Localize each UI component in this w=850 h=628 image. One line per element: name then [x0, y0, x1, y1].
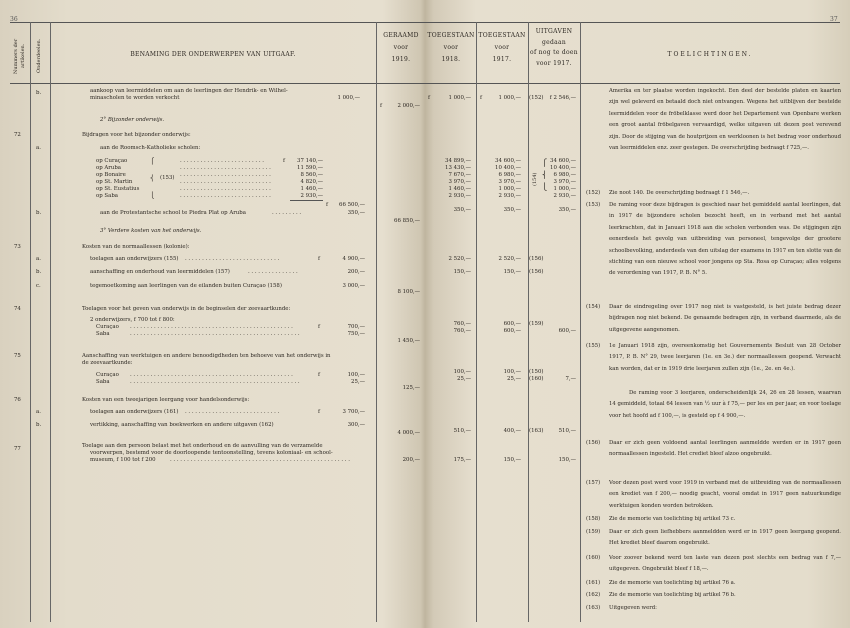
note-number: (161) — [586, 580, 601, 586]
amount-uitgaven: 34 600,— — [550, 158, 576, 164]
amount-1917: 1 000,— — [498, 186, 521, 192]
amount: 11 590,— — [297, 165, 323, 171]
amount: 1 000,— — [337, 95, 360, 101]
item-text: Aanschaffing van werktuigen en andere benoodigdheden ten behoeve van het onderwijs in — [82, 353, 331, 359]
sub-letter: a. — [36, 256, 41, 262]
header-geraamd-line: GERAAMD — [383, 32, 419, 39]
dots: . . . . . . . . . . . . . . . . . . . . . . . . . . . . . . . . . . . . . . . . . . . . . . . . — [130, 372, 293, 378]
col-rule — [50, 22, 51, 622]
header-geraamd-line: 1919. — [391, 56, 411, 63]
amount-1918: 510,— — [453, 428, 471, 434]
col-rule — [30, 22, 31, 622]
amount-subtotal: 66 500,— — [339, 202, 365, 208]
header-geraamd-line: voor — [393, 44, 409, 51]
item-text: toelagen aan onderwijzers (161) — [90, 409, 179, 415]
amount-1918: 150,— — [453, 269, 471, 275]
amount-uitgaven: 350,— — [558, 207, 576, 213]
note-number: (163) — [586, 605, 601, 611]
dots: . . . . . . . . . — [272, 210, 302, 216]
item-text: tegemoetkoming aan leerlingen van de eilanden buiten Curaçao (158) — [90, 283, 282, 289]
amount-1917: 400,— — [503, 428, 521, 434]
header-onderdeelen: Onderdeelen. — [36, 38, 42, 74]
amount: 100,— — [347, 372, 365, 378]
dots: . . . . . . . . . . . . . . . . . . . . . . . . . . . . . . . . . . . . . . . . . . . . . . . . — [130, 324, 293, 330]
explanation-text: Daar er zich geen voldoend aantal leerlingen aanmeldde werden er in 1917 geen normaallessen ingesteld. Het crediet bleef alzoo ongebruikt. — [609, 440, 841, 458]
amount-1918: 760,— — [453, 328, 471, 334]
article-number: 76 — [14, 397, 21, 403]
note-ref: (163) — [529, 428, 544, 434]
island: op St. Martin — [96, 179, 133, 185]
island: Curaçao — [96, 372, 119, 378]
island: op Saba — [96, 193, 118, 199]
article-number: 74 — [14, 306, 21, 312]
amount-1917: 3 970,— — [498, 179, 521, 185]
dots: . . . . . . . . . . . . . . . — [248, 269, 298, 275]
sub-letter: b. — [36, 90, 42, 96]
currency: f — [318, 372, 320, 378]
amount: 3 700,— — [342, 409, 365, 415]
amount: 37 140,— — [297, 158, 323, 164]
dots: . . . . . . . . . . . . . . . . . . . . . . . . . . . — [180, 172, 271, 178]
amount-total: 4 000,— — [397, 430, 420, 436]
island: Saba — [96, 331, 110, 337]
dots: . . . . . . . . . . . . . . . . . . . . . . . . . . . — [180, 186, 271, 192]
amount: 4 820,— — [300, 179, 323, 185]
header-rule-top — [426, 22, 840, 23]
amount-1917: 1 000,— — [498, 95, 521, 101]
amount-1917: 600,— — [503, 321, 521, 327]
page-number-left: 36 — [10, 16, 18, 23]
header-benaming: BENAMING DER ONDERWERPEN VAN UITGAAF. — [130, 51, 296, 58]
dots: . . . . . . . . . . . . . . . . . . . . . . . . . . . . — [185, 409, 280, 415]
brace-right: ⎧ ⎨ ⎩ — [542, 159, 548, 191]
amount-1918: 1 460,— — [448, 186, 471, 192]
amount: 2 930,— — [300, 193, 323, 199]
currency: f — [326, 202, 328, 208]
sub-letter: a. — [36, 145, 41, 151]
island: op Curaçao — [96, 158, 128, 164]
amount-uitgaven: f 2 546,— — [549, 95, 576, 101]
explanation-text: 1e Januari 1918 zijn, overeenkomstig het Gouvernements Besluit van 28 October 1917, P. B. N° 29, twee leerjaren (1e. en 3e.) der normaallessen geopend. Verwacht kan worden, dat er in 1919 drie leerjaren zullen zijn (1e., 2e. en 4e.). — [609, 343, 841, 372]
amount-uitgaven: 510,— — [558, 428, 576, 434]
header-line: UITGAVEN — [535, 28, 573, 35]
amount-1918: 3 970,— — [448, 179, 471, 185]
amount-1918: 13 430,— — [445, 165, 471, 171]
sum-rule — [290, 200, 323, 201]
note-ref: (154) — [532, 172, 538, 186]
item-text: Toelage aan den persoon belast met het onderhoud en de aanvulling van de verzamelde — [82, 443, 323, 449]
header-line: TOEGESTAAN — [478, 32, 526, 39]
note-number: (152) — [586, 190, 601, 196]
sub-letter: a. — [36, 409, 41, 415]
note-ref: (159) — [529, 321, 544, 327]
brace-left: ⎧ — [150, 158, 155, 165]
col-rule — [476, 22, 477, 622]
amount-1917: 600,— — [503, 328, 521, 334]
dots: . . . . . . . . . . . . . . . . . . . . . . . . . . . . . . . . . . . . . . . . . . . . . . . . . . — [130, 379, 300, 385]
dots: . . . . . . . . . . . . . . . . . . . . . . . . . . . . . . . . . . . . . . . . . . . . . . . . . . . . . — [170, 457, 350, 463]
note-ref: (156) — [529, 269, 544, 275]
header-nummers: Nummers der artikelen. — [13, 38, 26, 74]
header-line: 1918. — [441, 56, 461, 63]
amount-1917: 2 930,— — [498, 193, 521, 199]
sub-letter: b. — [36, 269, 42, 275]
dots: . . . . . . . . . . . . . . . . . . . . . . . . . . . — [180, 179, 271, 185]
section-title: 3° Verdere kosten van het onderwijs. — [100, 228, 202, 234]
explanation-text: Zie de memorie van toelichting bij artikel 73 c. — [609, 516, 736, 522]
header-line: voor — [443, 44, 459, 51]
note-number: (155) — [586, 343, 601, 349]
amount-total: 66 850,— — [394, 218, 420, 224]
amount-1917: 150,— — [503, 457, 521, 463]
amount-1917: 2 520,— — [498, 256, 521, 262]
explanation-text: Daar de eindregeling over 1917 nog niet is vastgesteld, is het juiste bedrag dezer bijdragen nog niet bekend. De genaamde bedragen zijn, in verband daarmede, als de uitgegevene aangenomen. — [609, 304, 841, 333]
amount-1917: 6 980,— — [498, 172, 521, 178]
amount-1917: 10 400,— — [495, 165, 521, 171]
sub-letter: b. — [36, 422, 42, 428]
header-geraamd — [376, 30, 426, 66]
amount-uitgaven: 150,— — [558, 457, 576, 463]
dots: . . . . . . . . . . . . . . . . . . . . . . . . . . . . — [185, 256, 280, 262]
currency: f — [318, 409, 320, 415]
header-rule-bottom — [10, 83, 426, 84]
item-text: aanschaffing en onderhoud van leermiddelen (157) — [90, 269, 230, 275]
amount-uitgaven: 600,— — [558, 328, 576, 334]
note-number: (162) — [586, 592, 601, 598]
note-number: (153) — [586, 202, 601, 208]
island: op Bonaire — [96, 172, 126, 178]
item-text: Kosten van een tweejarigen leergang voor handelsonderwijs: — [82, 397, 250, 403]
dots: . . . . . . . . . . . . . . . . . . . . . . . . . . . . . . . . . . . . . . . . . . . . . . . . . . — [130, 331, 300, 337]
amount: 350,— — [347, 210, 365, 216]
brace-left: ⎩ — [150, 192, 155, 199]
island: Saba — [96, 379, 110, 385]
item-text: Toelagen voor het geven van onderwijs in de beginselen der zeevaartkunde: — [82, 306, 291, 312]
item-text: minascholen te worden verkocht — [90, 95, 180, 101]
explanation-text: Amerika en ter plaatse worden ingekocht. Een deel der bestelde platen en kaarten zijn wel geleverd en betaald doch niet ontvangen. Wegens het uitblijven der bestelde leermiddelen voor de fröbelklasse werd door het Departement van Openbare werken een groot aantal fröbelgaven vervaardigd, welke uitgaven uit dezen post verevend zijn. Door de stijging van de houtprijzen en werkloonen is het bedrag voor onderhoud van leermiddelen enz. zeer gestegen. De overschrijding bedraagt f 725,—. — [609, 88, 841, 152]
amount-total: 200,— — [402, 457, 420, 463]
explanation-text: De raming voor deze bijdragen is geschied naar het gemiddeld aantal leerlingen, dat in 1917 de bijzondere scholen bezocht heeft, en in verband met het aantal leerkrachten, dat in Januari 1918 aan die scholen verbonden was. De stijgingen zijn eenerdeels het gevolg van uitbreiding van personeel, tengevolge der grootere schoolbevolking, anderdeels van den uitslag der examens in 1917 en ten slotte van de stichting van een nieuwe school voor jongens op Sta. Rosa op Curaçao; alles volgens de verordening van 1917, P. B. N° 5. — [609, 202, 841, 277]
dots: . . . . . . . . . . . . . . . . . . . . . . . . . — [180, 158, 264, 164]
currency: f — [380, 103, 382, 109]
article-number: 75 — [14, 353, 21, 359]
island: op Aruba — [96, 165, 122, 171]
header-line: 1917. — [492, 56, 512, 63]
currency: f — [318, 256, 320, 262]
item-text: toelagen aan onderwijzers (155) — [90, 256, 179, 262]
currency: f — [428, 95, 430, 101]
amount-1918: 100,— — [453, 369, 471, 375]
explanation-text: De raming voor 3 leerjaren, onderscheidenlijk 24, 26 en 28 lessen, waarvan 14 gemiddeld, totaal 64 lessen van ½ uur à f 75,— per les en per jaar, en voor toelage voor het hoofd ad f 100,—, is gesteld op f 4 900,—. — [609, 390, 841, 419]
explanation-text: Zie de memorie van toelichting bij artikel 76 b. — [609, 592, 736, 598]
island: op St. Eustatius — [96, 186, 140, 192]
header-line: voor — [494, 44, 510, 51]
amount-total: 8 100,— — [397, 289, 420, 295]
article-number: 72 — [14, 132, 21, 138]
header-line: gedaan — [541, 38, 567, 46]
explanation-text: Zie de memorie van toelichting bij artikel 76 a. — [609, 580, 736, 586]
header-toelichtingen: TOELICHTINGEN. — [667, 51, 753, 58]
note-ref: (150) — [529, 369, 544, 375]
amount-total: 1 450,— — [397, 338, 420, 344]
amount: 3 000,— — [342, 283, 365, 289]
island: Curaçao — [96, 324, 119, 330]
amount-1917: 25,— — [507, 376, 521, 382]
amount-uitgaven: 2 930,— — [553, 193, 576, 199]
item-text: Bijdragen voor het bijzonder onderwijs: — [82, 132, 191, 138]
amount-1918: 2 520,— — [448, 256, 471, 262]
sub-letter: c. — [36, 283, 41, 289]
amount-1917: 350,— — [503, 207, 521, 213]
currency: f — [283, 158, 285, 164]
section-title: 2° Bijzonder onderwijs. — [100, 117, 165, 123]
item-text: vertikking, aanschaffing van boekwerken en andere uitgaven (162) — [90, 422, 274, 428]
amount: 300,— — [347, 422, 365, 428]
amount-total: 125,— — [402, 385, 420, 391]
amount-1918: 760,— — [453, 321, 471, 327]
header-line: voor 1917. — [536, 59, 572, 67]
dots: . . . . . . . . . . . . . . . . . . . . . . . . . . . — [180, 165, 271, 171]
note-number: (156) — [586, 440, 601, 446]
explanation-text: Daar er zich geen liefhebbers aanmeldden werd er in 1917 geen leergang geopend. Het krediet bleef daarom ongebruikt. — [609, 529, 841, 547]
amount-1918: 2 930,— — [448, 193, 471, 199]
header-uitgaven — [528, 27, 580, 69]
note-number: (157) — [586, 480, 601, 486]
amount: 4 900,— — [342, 256, 365, 262]
header-line: of nog te doen — [530, 49, 578, 56]
amount-uitgaven: 7,— — [565, 376, 576, 382]
amount-1918: 1 000,— — [448, 95, 471, 101]
amount: 8 560,— — [300, 172, 323, 178]
amount-uitgaven: 3 970,— — [553, 179, 576, 185]
amount-uitgaven: 10 400,— — [550, 165, 576, 171]
item-text: aankoop van leermiddelen om aan de leerlingen der Hendrik- en Wilhel- — [90, 88, 288, 94]
header-line: TOEGESTAAN — [427, 32, 475, 39]
amount: 700,— — [347, 324, 365, 330]
amount: 1 460,— — [300, 186, 323, 192]
header-rule-top — [10, 22, 426, 23]
page-number-right: 37 — [830, 16, 838, 23]
explanation-text: Zie noot 140. De overschrijding bedraagt f 1 546,—. — [609, 190, 750, 196]
item-text: aan de Roomsch-Katholieke scholen: — [100, 145, 201, 151]
note-ref: (156) — [529, 256, 544, 262]
article-number: 77 — [14, 446, 21, 452]
dots: . . . . . . . . . . . . . . . . . . . . . . . . . . . — [180, 193, 271, 199]
currency: f — [480, 95, 482, 101]
amount: 200,— — [347, 269, 365, 275]
note-number: (154) — [586, 304, 601, 310]
amount-1917: 100,— — [503, 369, 521, 375]
col-rule — [376, 22, 377, 622]
currency: f — [318, 324, 320, 330]
header-rule-bottom — [426, 83, 840, 84]
explanation-text: Uitgegeven werd: — [609, 605, 657, 611]
amount-uitgaven: 1 000,— — [553, 186, 576, 192]
amount-1917: 150,— — [503, 269, 521, 275]
amount: 25,— — [351, 379, 365, 385]
note-number: (158) — [586, 516, 601, 522]
item-text: museum, f 100 tot f 200 — [90, 457, 156, 463]
brace-left: ⎨ — [150, 175, 155, 182]
note-ref: (152) — [529, 95, 544, 101]
amount-1917: 34 600,— — [495, 158, 521, 164]
amount: 750,— — [347, 331, 365, 337]
amount-1918: 7 670,— — [448, 172, 471, 178]
amount-1918: 34 899,— — [445, 158, 471, 164]
sub-letter: b. — [36, 210, 42, 216]
header-toegestaan-1917 — [476, 30, 528, 66]
amount-1918: 175,— — [453, 457, 471, 463]
amount-1918: 25,— — [457, 376, 471, 382]
right-page — [426, 0, 850, 628]
note-ref: (160) — [529, 376, 544, 382]
item-text: 2 onderwijzers, f 700 tot f 800: — [90, 317, 175, 323]
explanation-text: Voor zoover bekend werd ten laste van dezen post slechts een bedrag van f 7,— uitgegeven. Ongebruikt bleef f 18,—. — [609, 555, 841, 573]
amount-uitgaven: 6 980,— — [553, 172, 576, 178]
header-toegestaan-1918 — [426, 30, 476, 66]
article-number: 73 — [14, 244, 21, 250]
amount-1918: 350,— — [453, 207, 471, 213]
note-number: (159) — [586, 529, 601, 535]
note-ref: (153) — [160, 175, 175, 181]
note-number: (160) — [586, 555, 601, 561]
explanation-text: Voor dezen post werd voor 1919 in verband met de uitbreiding van de normaallessen een krediet van f 200,— noodig geacht, vooral omdat in 1917 geen natuurkundige werktuigen konden worden betrokken. — [609, 480, 841, 509]
amount-total: 2 000,— — [397, 103, 420, 109]
item-text: Kosten van de normaallessen (kolonie): — [82, 244, 190, 250]
item-text: voorwerpen, bestemd voor de doorloopende tentoonstelling, tevens koloniaal- en school- — [90, 450, 333, 456]
col-rule — [580, 22, 581, 622]
item-text: aan de Protestantsche school te Piedra Plat op Aruba — [100, 210, 246, 216]
item-text: de zeevaartkunde: — [82, 360, 133, 366]
